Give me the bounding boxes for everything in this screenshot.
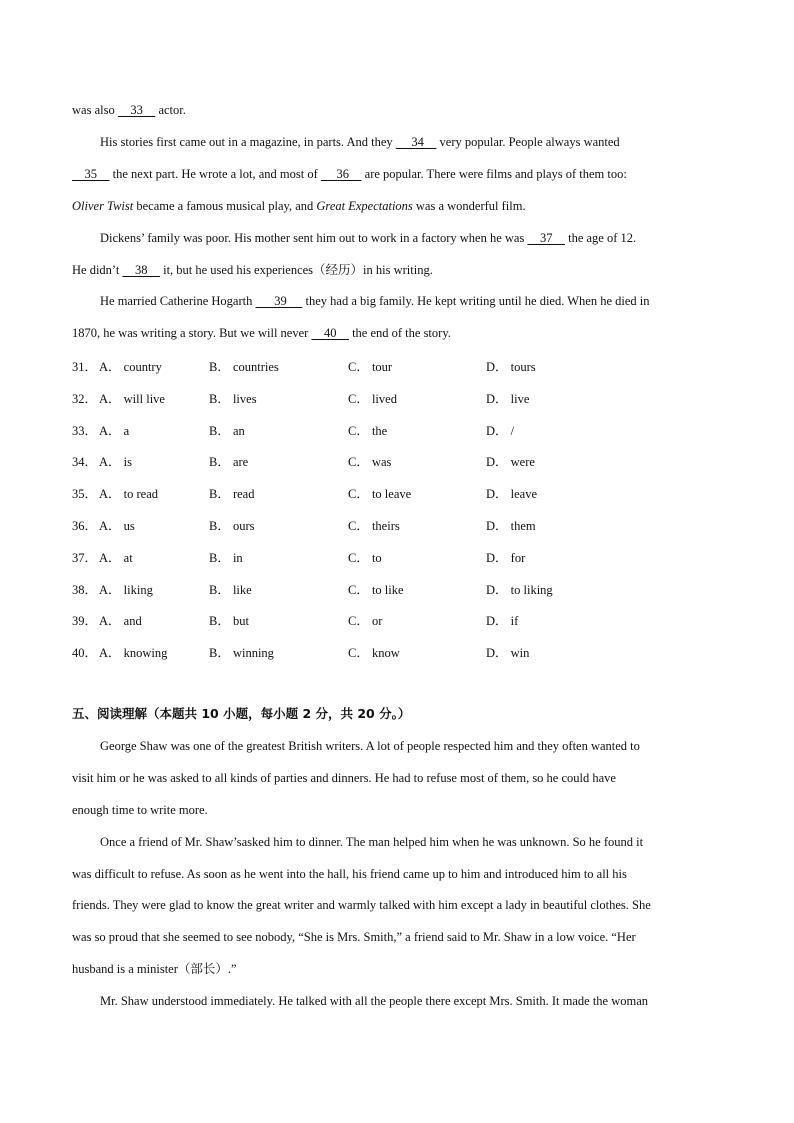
option-b: B． an <box>209 424 245 438</box>
option-a: A． and <box>99 614 142 628</box>
option-b: B． countries <box>209 360 279 374</box>
option-b: B． ours <box>209 519 255 533</box>
section-heading: 五、阅读理解（本题共 10 小题，每小题 2 分，共 20 分。） <box>72 706 411 721</box>
reading-line: husband is a minister（部长）.” <box>72 962 237 976</box>
option-d: D． tours <box>486 360 536 374</box>
book-title-great-expectations: Great Expectations <box>316 199 413 213</box>
text: they had a big family. He kept writing until he died. When he died in <box>302 294 650 308</box>
text: are popular. There were films and plays of them too: <box>361 167 627 181</box>
blank-36: 36 <box>320 167 362 181</box>
reading-line: George Shaw was one of the greatest British writers. A lot of people respected him and they often wanted to <box>100 739 640 753</box>
text: became a famous musical play, and <box>133 199 317 213</box>
option-c: C． to leave <box>348 487 412 501</box>
option-row <box>72 516 724 532</box>
question-number: 37． <box>72 551 98 565</box>
blank-33: 33 <box>117 103 156 117</box>
option-row <box>72 452 724 468</box>
question-number: 31． <box>72 360 98 374</box>
blank-38: 38 <box>122 263 160 277</box>
option-row <box>72 611 724 627</box>
blank-35: 35 <box>72 167 110 181</box>
option-c: C． to like <box>348 583 404 597</box>
option-c: C． was <box>348 455 392 469</box>
text: very popular. People always wanted <box>436 135 620 149</box>
reading-line: enough time to write more. <box>72 803 208 817</box>
question-number: 32． <box>72 392 98 406</box>
option-a: A． at <box>99 551 133 565</box>
option-d: D． / <box>486 424 515 438</box>
option-c: C． lived <box>348 392 397 406</box>
reading-line: was so proud that she seemed to see nobody, “She is Mrs. Smith,” a friend said to Mr. Shaw in a low voice. “Her <box>72 930 636 944</box>
cloze-line-7 <box>72 325 724 341</box>
option-b: B． but <box>209 614 249 628</box>
text: was a wonderful film. <box>412 199 526 213</box>
text: was also <box>72 103 118 117</box>
option-a: A． liking <box>99 583 153 597</box>
text: Dickens’ family was poor. His mother sent him out to work in a factory when he was <box>100 231 528 245</box>
option-d: D． win <box>486 646 530 660</box>
question-number: 40． <box>72 646 98 660</box>
option-c: C． or <box>348 614 383 628</box>
cloze-line-4 <box>72 230 752 246</box>
text: 1870, he was writing a story. But we will never <box>72 326 312 340</box>
option-a: A． will live <box>99 392 165 406</box>
blank-39: 39 <box>255 294 303 308</box>
question-number: 33． <box>72 424 98 438</box>
option-d: D． for <box>486 551 526 565</box>
option-b: B． read <box>209 487 255 501</box>
option-a: A． to read <box>99 487 159 501</box>
text: He didn’t <box>72 263 123 277</box>
option-c: C． theirs <box>348 519 400 533</box>
option-a: A． knowing <box>99 646 168 660</box>
option-row <box>72 643 724 659</box>
option-b: B． lives <box>209 392 257 406</box>
option-b: B． like <box>209 583 252 597</box>
blank-37: 37 <box>527 231 565 245</box>
option-d: D． them <box>486 519 536 533</box>
option-row <box>72 484 724 500</box>
text: the age of 12. <box>564 231 637 245</box>
question-number: 35． <box>72 487 98 501</box>
option-row <box>72 389 724 405</box>
reading-line: Mr. Shaw understood immediately. He talked with all the people there except Mrs. Smith. It made the woman <box>100 994 649 1008</box>
cloze-line-0 <box>72 102 724 118</box>
option-row <box>72 357 724 373</box>
reading-line: friends. They were glad to know the great writer and warmly talked with him except a lady in beautiful clothes. She <box>72 898 651 912</box>
text: actor. <box>155 103 186 117</box>
blank-34: 34 <box>395 135 437 149</box>
reading-line: Once a friend of Mr. Shaw’sasked him to dinner. The man helped him when he was unknown. So he found it <box>100 835 644 849</box>
book-title-oliver-twist: Oliver Twist <box>72 199 134 213</box>
question-number: 34． <box>72 455 98 469</box>
option-b: B． in <box>209 551 243 565</box>
cloze-line-2 <box>72 166 724 182</box>
option-c: C． tour <box>348 360 393 374</box>
option-c: C． to <box>348 551 382 565</box>
text: He married Catherine Hogarth <box>100 294 256 308</box>
option-c: C． the <box>348 424 388 438</box>
question-number: 36． <box>72 519 98 533</box>
option-a: A． us <box>99 519 135 533</box>
option-b: B． winning <box>209 646 274 660</box>
option-b: B． are <box>209 455 249 469</box>
blank-40: 40 <box>311 326 349 340</box>
option-d: D． if <box>486 614 519 628</box>
question-number: 39． <box>72 614 98 628</box>
option-row <box>72 580 724 596</box>
option-d: D． to liking <box>486 583 553 597</box>
question-number: 38． <box>72 583 98 597</box>
option-c: C． know <box>348 646 400 660</box>
reading-line: visit him or he was asked to all kinds of parties and dinners. He had to refuse most of them, so he could have <box>72 771 616 785</box>
option-a: A． country <box>99 360 162 374</box>
option-d: D． leave <box>486 487 538 501</box>
text: the end of the story. <box>348 326 451 340</box>
cloze-line-5 <box>72 262 724 278</box>
cloze-line-1 <box>72 134 752 150</box>
text: His stories first came out in a magazine, in parts. And they <box>100 135 396 149</box>
option-a: A． is <box>99 455 132 469</box>
cloze-line-3 <box>72 198 724 214</box>
cloze-line-6 <box>72 293 752 309</box>
option-d: D． were <box>486 455 535 469</box>
option-a: A． a <box>99 424 130 438</box>
text: the next part. He wrote a lot, and most of <box>109 167 321 181</box>
option-row <box>72 421 724 437</box>
option-d: D． live <box>486 392 530 406</box>
option-row <box>72 548 724 564</box>
text: it, but he used his experiences（经历）in his writing. <box>159 263 433 277</box>
reading-line: was difficult to refuse. As soon as he went into the hall, his friend came up to him and introduced him to all his <box>72 867 627 881</box>
